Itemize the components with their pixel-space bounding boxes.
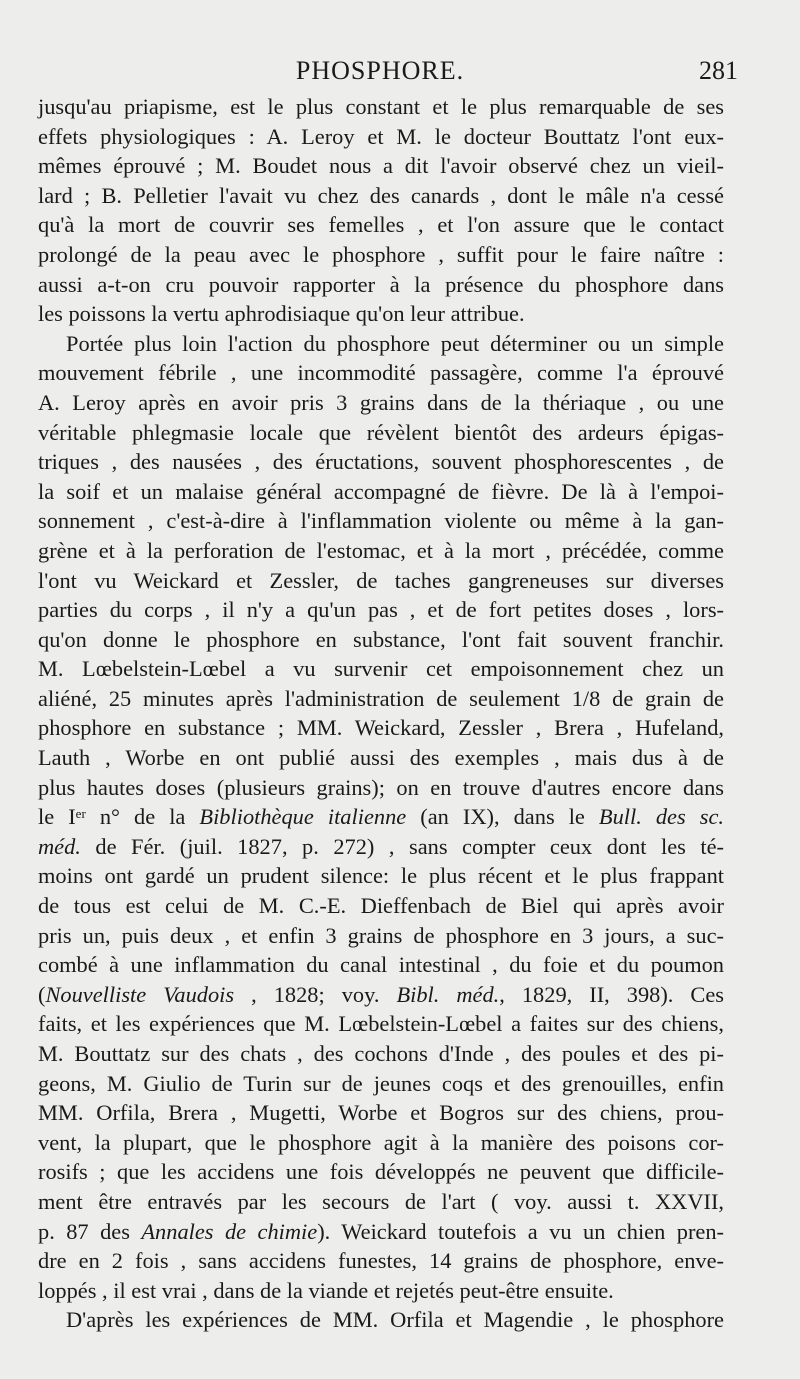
text-line (38, 861, 724, 891)
text-line (38, 743, 724, 773)
text-line (38, 122, 724, 152)
superscript: er (75, 806, 86, 822)
text-segment: de tous est celui de M. C.-E. Dieffenbach de Biel qui après avoir (38, 893, 724, 919)
text-segment: MM. Orfila, Brera , Mugetti, Worbe et Bogros sur des chiens, prou- (38, 1100, 724, 1126)
text-segment: qu'on donne le phosphore en substance, l'ont fait souvent franchir. (38, 626, 724, 652)
text-segment: (an IX), dans le (406, 804, 599, 830)
italic-title: méd. (38, 833, 81, 859)
page-number: 281 (699, 56, 738, 85)
text-line (38, 151, 724, 181)
text-segment: triques , des nausées , des éructations, souvent phosphorescentes , de (38, 449, 724, 475)
text-line (38, 477, 724, 507)
text-line (38, 595, 724, 625)
text-line (38, 625, 724, 655)
text-line (38, 1276, 724, 1306)
text-line (38, 358, 724, 388)
text-line (38, 1039, 724, 1069)
body-text (38, 92, 724, 1335)
text-segment: loppés , il est vrai , dans de la viande et rejetés peut-être ensuite. (38, 1277, 614, 1303)
text-line (38, 92, 724, 122)
text-segment: ). Weickard toutefois a vu un chien pren- (317, 1218, 725, 1244)
text-line (38, 921, 724, 951)
text-segment: A. Leroy après en avoir pris 3 grains dans de la thériaque , ou une (38, 389, 724, 415)
text-segment: mêmes éprouvé ; M. Boudet nous a dit l'avoir observé chez un vieil- (38, 153, 724, 179)
text-line (38, 654, 724, 684)
text-line (38, 240, 724, 270)
text-line (38, 684, 724, 714)
text-line (38, 1098, 724, 1128)
text-segment: aliéné, 25 minutes après l'administration de seulement 1/8 de grain de (38, 685, 724, 711)
text-segment: faits, et les expériences que M. Lœbelstein-Lœbel a faites sur des chiens, (38, 1011, 724, 1037)
text-segment: p. 87 des (38, 1218, 142, 1244)
text-segment: M. Lœbelstein-Lœbel a vu survenir cet empoisonnement chez un (38, 656, 724, 682)
italic-title: Bull. des sc. (598, 804, 724, 830)
text-segment: rosifs ; que les accidens une fois développés ne peuvent que difficile- (38, 1159, 724, 1185)
text-segment: qu'à la mort de couvrir ses femelles , et l'on assure que le contact (38, 212, 724, 238)
running-title: PHOSPHORE. (295, 56, 465, 85)
text-segment: ment être entravés par les secours de l'art ( voy. aussi t. XXVII, (38, 1188, 724, 1214)
text-segment: sonnement , c'est-à-dire à l'inflammation violente ou même à la gan- (38, 508, 724, 534)
text-line (38, 1128, 724, 1158)
text-segment: M. Bouttatz sur des chats , des cochons d'Inde , des poules et des pi- (38, 1041, 724, 1066)
text-segment: phosphore en substance ; MM. Weickard, Zessler , Brera , Hufeland, (38, 715, 724, 741)
text-segment: jusqu'au priapisme, est le plus constant et le plus remarquable de ses (38, 94, 724, 119)
text-segment: Lauth , Worbe en ont publié aussi des exemples , mais dus à de (38, 745, 724, 771)
text-segment: parties du corps , il n'y a qu'un pas , et de fort petites doses , lors- (38, 597, 724, 623)
text-segment: D'après les expériences de MM. Orfila et Magendie , le phosphore (66, 1307, 724, 1333)
text-segment: combé à une inflammation du canal intestinal , du foie et du poumon (38, 952, 724, 978)
text-line (38, 270, 724, 300)
text-line (38, 1246, 724, 1276)
text-line (38, 388, 724, 418)
text-line (38, 980, 724, 1010)
italic-title: Nouvelliste Vaudois (45, 981, 235, 1007)
text-line (38, 418, 724, 448)
text-line (38, 329, 724, 359)
text-segment: les poissons la vertu aphrodisiaque qu'on leur attribue. (38, 301, 525, 327)
text-segment: , 1829, II, 398). Ces (499, 981, 724, 1007)
text-line (38, 1187, 724, 1217)
text-segment: vent, la plupart, que le phosphore agit à la manière des poisons cor- (38, 1129, 724, 1155)
text-segment: le I (38, 804, 76, 830)
italic-title: Bibliothèque italienne (199, 804, 407, 830)
text-line (38, 832, 724, 862)
text-segment: de Fér. (juil. 1827, p. 272) , sans compter ceux dont les té- (80, 833, 724, 859)
text-segment: plus hautes doses (plusieurs grains); on en trouve d'autres encore dans (38, 774, 724, 800)
text-line (38, 566, 724, 596)
text-segment: mouvement fébrile , une incommodité passagère, comme l'a éprouvé (38, 360, 724, 386)
text-segment: Portée plus loin l'action du phosphore peut déterminer ou un simple (66, 330, 724, 356)
text-line (38, 713, 724, 743)
text-segment: geons, M. Giulio de Turin sur de jeunes coqs et des grenouilles, enfin (38, 1070, 724, 1096)
running-head (0, 56, 800, 92)
text-segment: dre en 2 fois , sans accidens funestes, 14 grains de phosphore, enve- (38, 1248, 724, 1274)
italic-title: Bibl. méd. (396, 981, 500, 1007)
text-segment: aussi a-t-on cru pouvoir rapporter à la présence du phosphore dans (38, 271, 724, 297)
text-segment: pris un, puis deux , et enfin 3 grains de phosphore en 3 jours, a suc- (38, 922, 724, 948)
text-line (38, 299, 724, 329)
text-line (38, 891, 724, 921)
text-line (38, 1217, 724, 1247)
text-line (38, 950, 724, 980)
text-line (38, 1069, 724, 1099)
text-line (38, 1009, 724, 1039)
text-line (38, 802, 724, 832)
text-line (38, 773, 724, 803)
text-segment: effets physiologiques : A. Leroy et M. le docteur Bouttatz l'ont eux- (38, 123, 724, 149)
text-line (38, 181, 724, 211)
text-line (38, 1157, 724, 1187)
text-line (38, 536, 724, 566)
text-segment: véritable phlegmasie locale que révèlent bientôt des ardeurs épigas- (38, 419, 724, 445)
text-segment: , 1828; voy. (234, 981, 397, 1007)
text-segment: l'ont vu Weickard et Zessler, de taches gangreneuses sur diverses (38, 567, 724, 593)
text-line (38, 506, 724, 536)
text-line (38, 447, 724, 477)
text-segment: n° de la (85, 804, 200, 830)
text-segment: moins ont gardé un prudent silence: le plus récent et le plus frappant (38, 863, 724, 889)
text-segment: lard ; B. Pelletier l'avait vu chez des canards , dont le mâle n'a cessé (38, 182, 724, 208)
italic-title: Annales de chimie (141, 1218, 318, 1244)
text-segment: la soif et un malaise général accompagné de fièvre. De là à l'empoi- (38, 478, 724, 504)
text-line (38, 210, 724, 240)
text-segment: ( (38, 981, 46, 1007)
text-line (38, 1305, 724, 1335)
text-segment: grène et à la perforation de l'estomac, et à la mort , précédée, comme (38, 537, 724, 563)
text-segment: prolongé de la peau avec le phosphore , suffit pour le faire naître : (38, 241, 724, 267)
